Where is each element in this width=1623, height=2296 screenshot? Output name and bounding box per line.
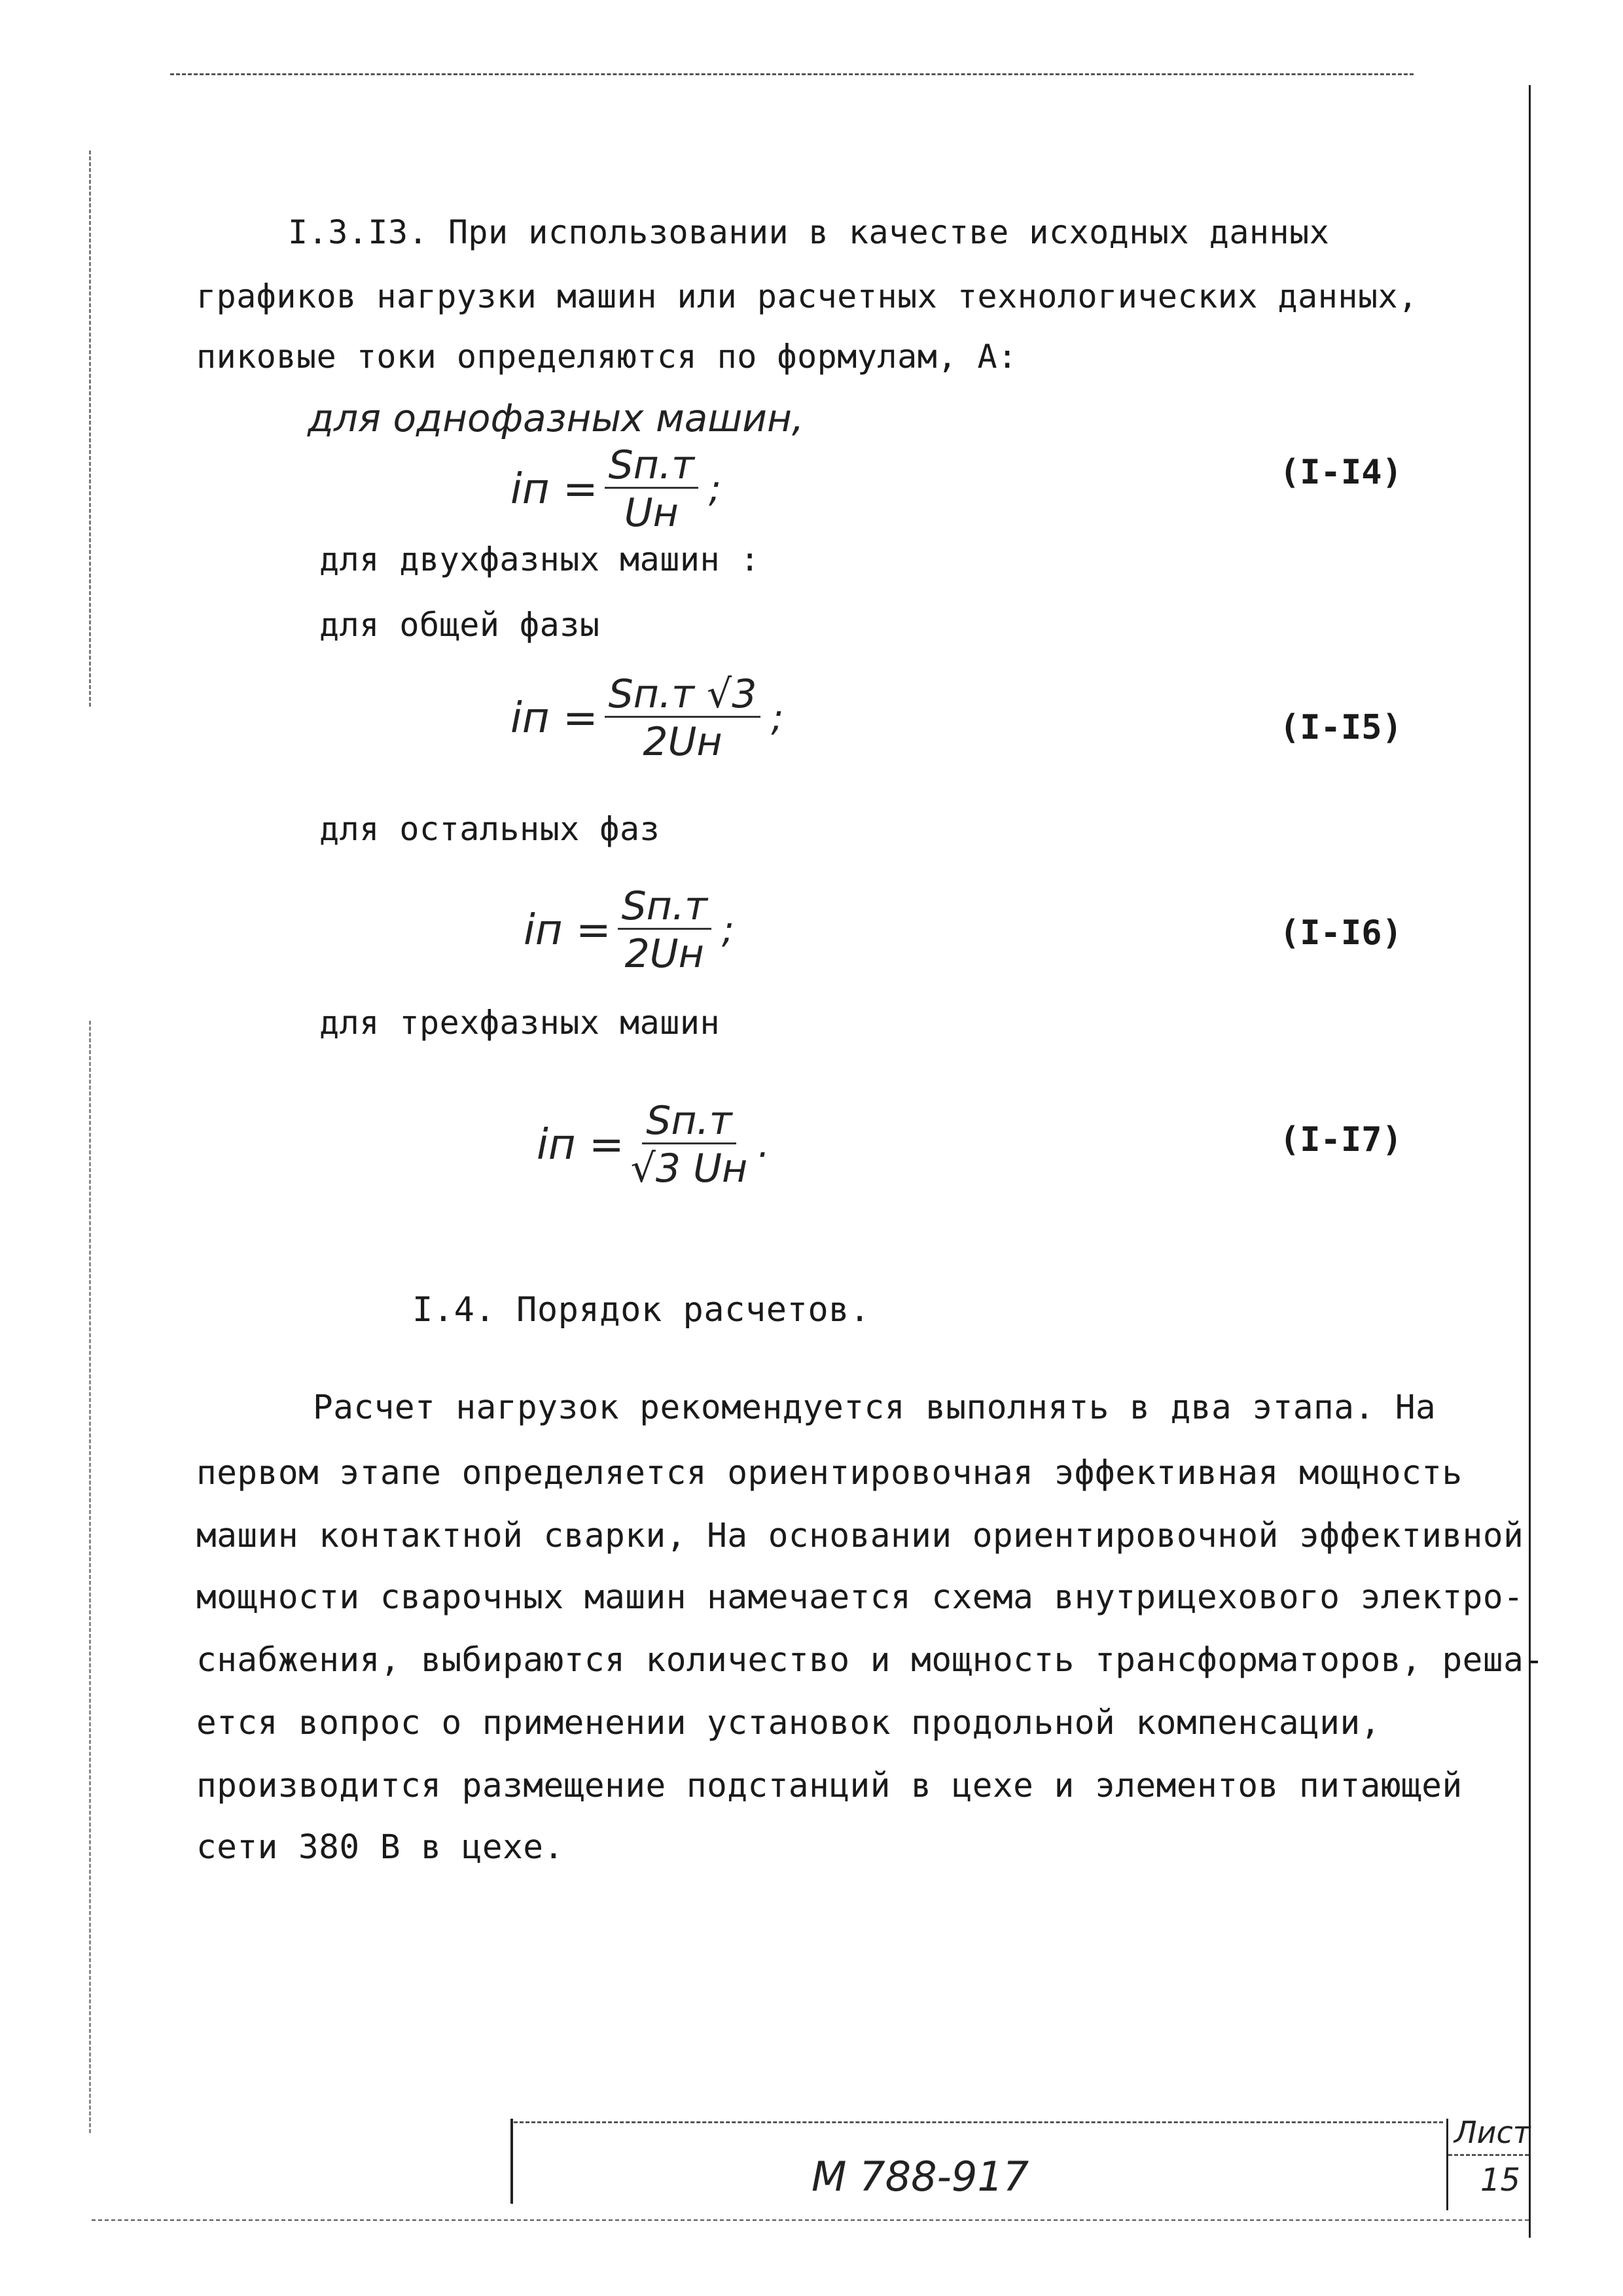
single-phase-label: для однофазных машин,: [308, 396, 804, 440]
sheet-number: 15: [1480, 2162, 1521, 2199]
sheet-label: Лист: [1454, 2115, 1531, 2150]
paragraph-line: сети 380 В в цехе.: [196, 1828, 564, 1867]
formula-denominator: 2Uн: [643, 719, 722, 765]
formula-denominator: √3 Uн: [630, 1146, 748, 1192]
stamp-top-line: [514, 2121, 1443, 2123]
two-phase-label: для двухфазных машин :: [319, 540, 760, 578]
bottom-border: [92, 2219, 1529, 2221]
stamp-left-border: [510, 2119, 513, 2204]
paragraph-line: производится размещение подстанций в цехе и элементов питающей: [196, 1767, 1463, 1805]
section-1-4-heading: I.4. Порядок расчетов.: [412, 1290, 870, 1330]
formula-numerator: Sп.т: [618, 885, 711, 930]
section-1-3-13-line-3: пиковые токи определяются по формулам, А:: [196, 338, 1018, 376]
equation-number-i-15: (I-I5): [1279, 708, 1402, 747]
paragraph-line: снабжения, выбираются количество и мощность трансформаторов, реша-: [196, 1641, 1544, 1680]
formula-punct: ;: [771, 697, 784, 739]
formula-punct: ;: [721, 909, 734, 951]
paragraph-line: первом этапе определяется ориентировочная эффективная мощность: [196, 1454, 1463, 1492]
stamp-sheet-divider: [1448, 2154, 1529, 2156]
stamp-divider: [1446, 2119, 1448, 2210]
left-margin-mark-lower: [89, 1021, 91, 2133]
top-border: [170, 73, 1414, 75]
paragraph-line: мощности сварочных машин намечается схема внутрицехового электро-: [196, 1578, 1524, 1617]
section-1-3-13-line-2: графиков нагрузки машин или расчетных технологических данных,: [196, 277, 1418, 315]
paragraph-line: ется вопрос о применении установок продольной компенсации,: [196, 1704, 1381, 1742]
formula-numerator: Sп.т √3: [605, 673, 761, 718]
formula-numerator: Sп.т: [605, 444, 698, 489]
formula-lhs: iп =: [537, 1120, 624, 1169]
common-phase-label: для общей фазы: [319, 606, 600, 644]
formula-i-14: [510, 444, 721, 535]
formula-punct: .: [758, 1123, 770, 1166]
equation-number-i-17: (I-I7): [1279, 1120, 1402, 1159]
paragraph-line: машин контактной сварки, На основании ориентировочной эффективной: [196, 1517, 1524, 1555]
formula-i-16: [524, 885, 734, 976]
formula-i-17: [537, 1099, 770, 1190]
equation-number-i-14: (I-I4): [1279, 453, 1402, 492]
formula-i-15: [510, 673, 783, 764]
other-phases-label: для остальных фаз: [319, 810, 660, 848]
formula-numerator: Sп.т: [642, 1099, 736, 1144]
formula-lhs: iп =: [510, 465, 598, 514]
equation-number-i-16: (I-I6): [1279, 913, 1402, 953]
formula-denominator: 2Uн: [624, 931, 704, 977]
three-phase-label: для трехфазных машин: [319, 1004, 721, 1042]
paragraph-line: Расчет нагрузок рекомендуется выполнять в два этапа. На: [313, 1388, 1436, 1427]
left-margin-mark: [89, 150, 91, 707]
formula-punct: ;: [708, 468, 721, 510]
right-border: [1529, 85, 1531, 2238]
formula-lhs: iп =: [524, 906, 611, 955]
section-1-3-13-line-1: I.3.I3. При использовании в качестве исходных данных: [288, 213, 1330, 251]
formula-denominator: Uн: [624, 490, 679, 536]
formula-lhs: iп =: [510, 694, 598, 743]
document-number: М 788-917: [812, 2153, 1029, 2200]
